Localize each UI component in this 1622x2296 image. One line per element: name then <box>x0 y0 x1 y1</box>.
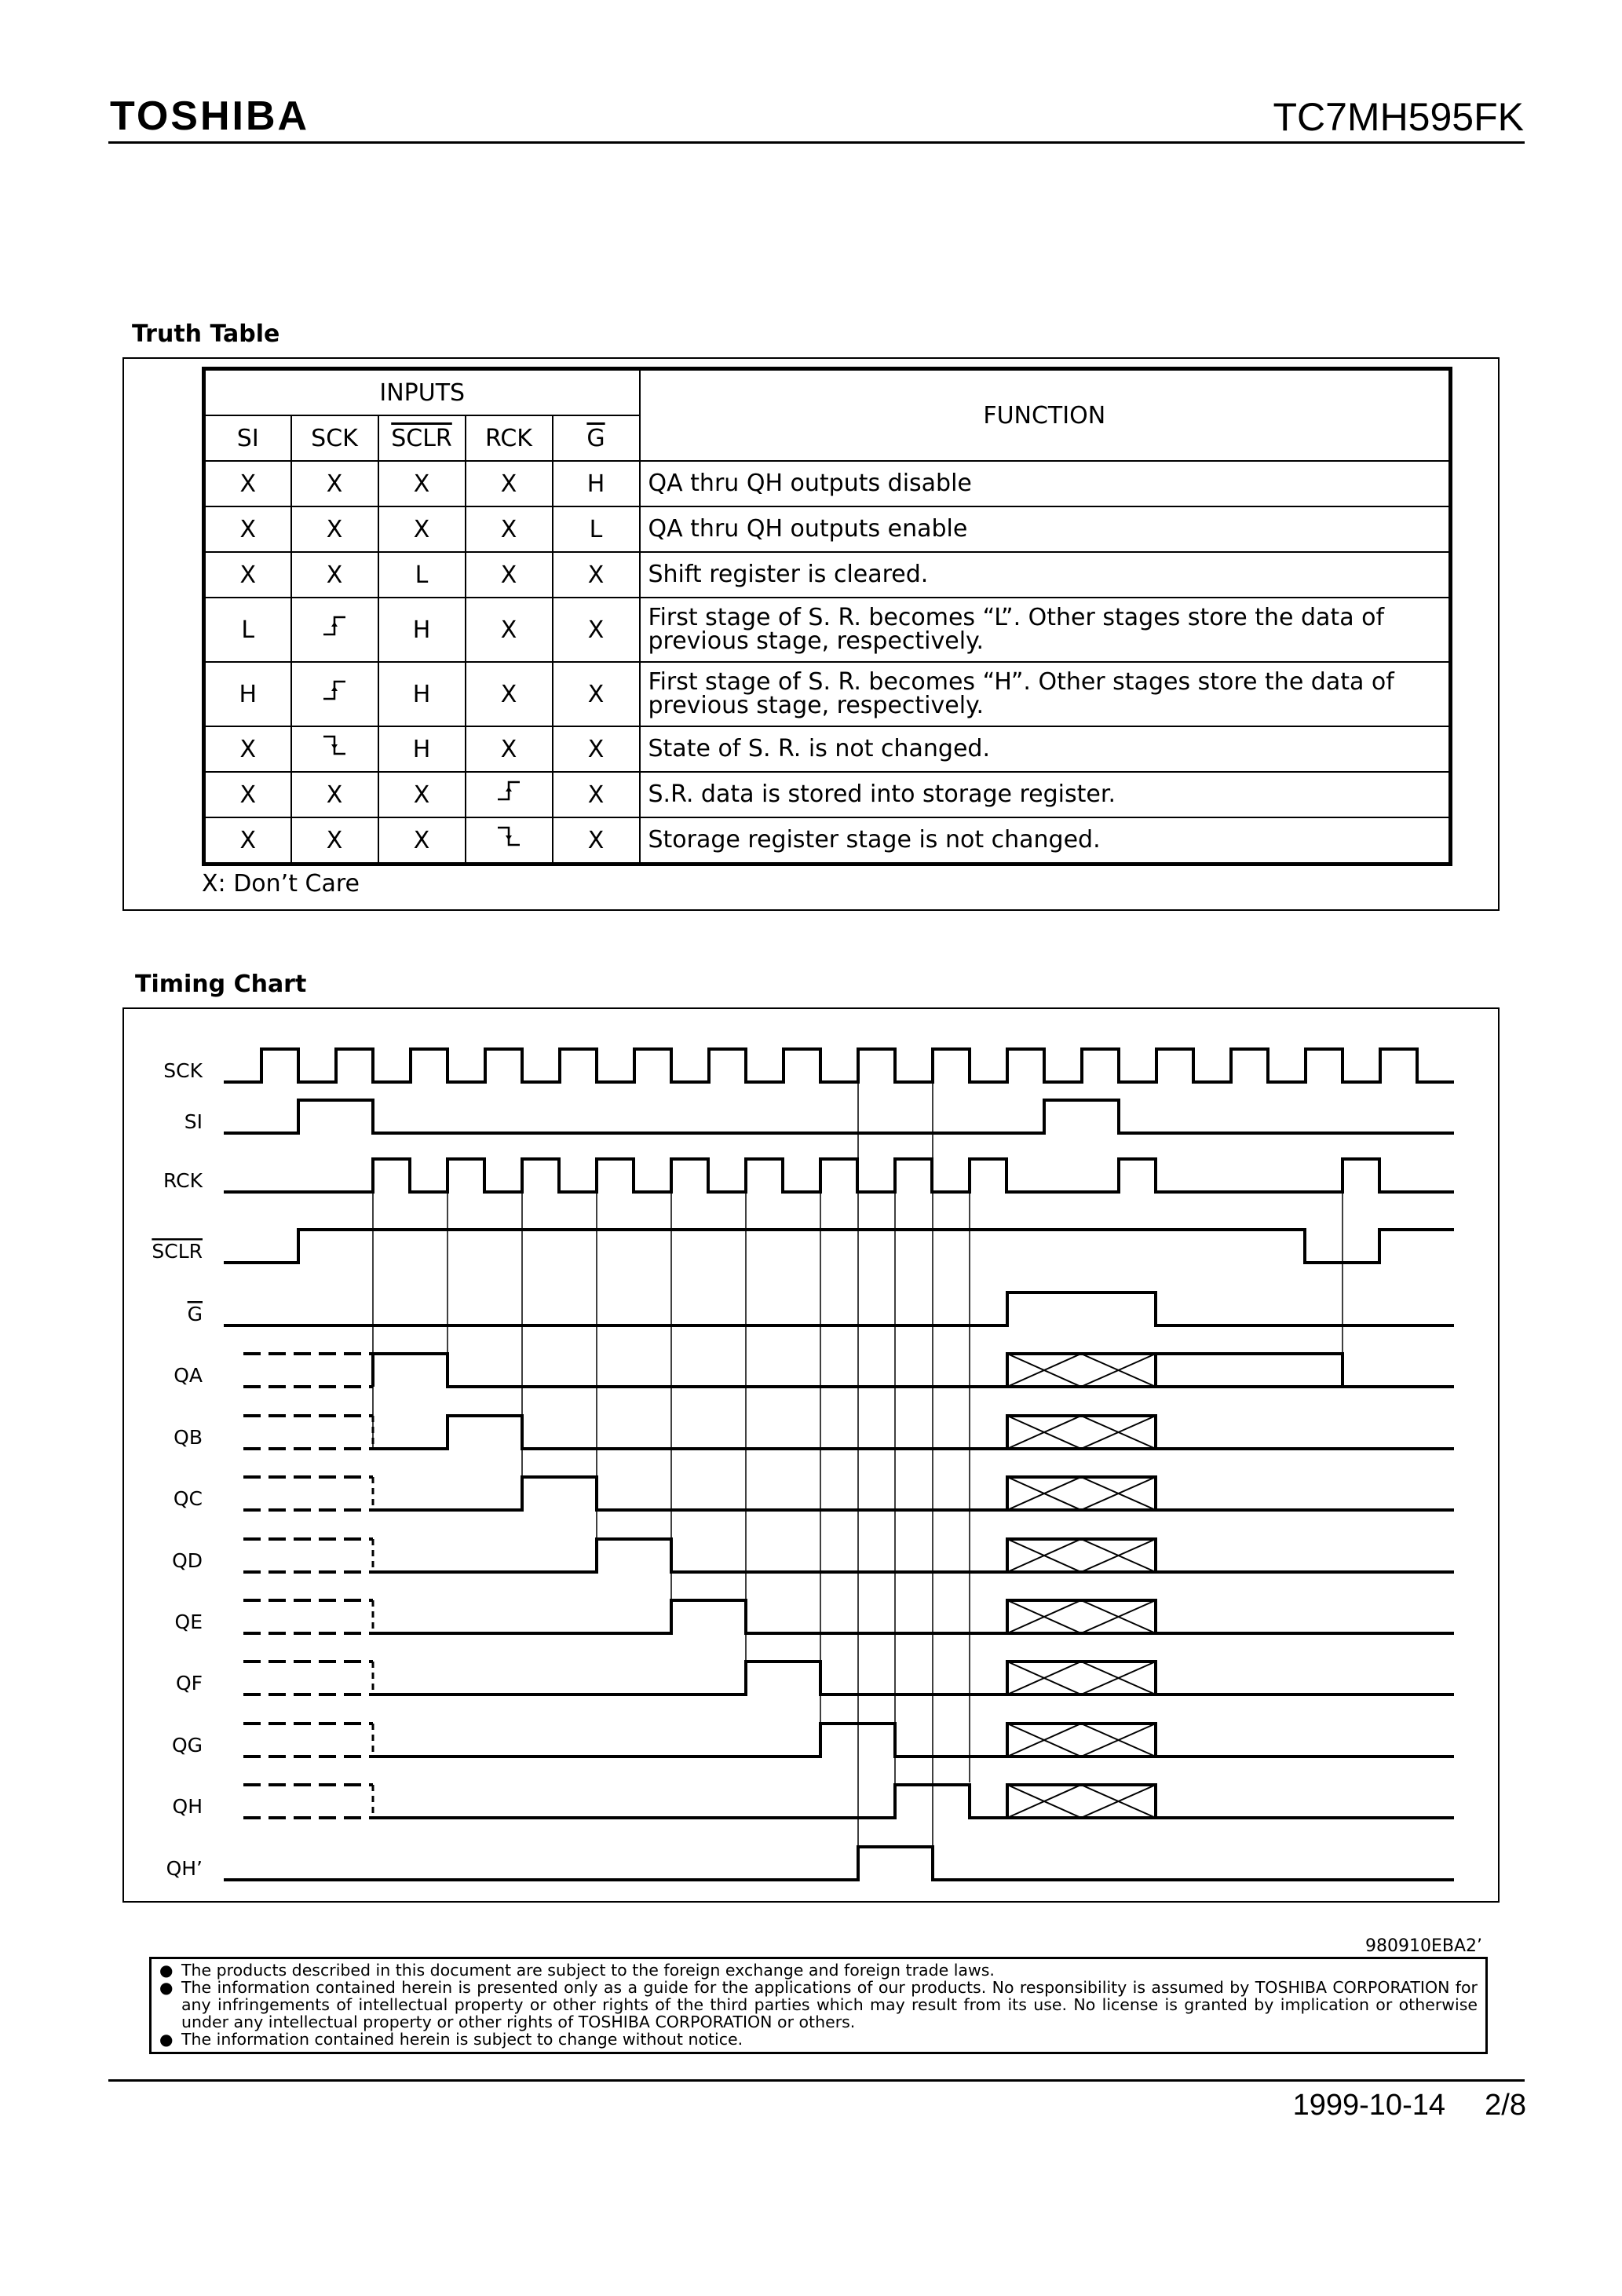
cell-sclr: L <box>378 552 466 598</box>
notice-text: The information contained herein is subject to change without notice. <box>181 2030 743 2049</box>
cell-si: L <box>204 598 291 662</box>
truth-table-body <box>204 461 1451 865</box>
header-rule <box>108 141 1525 144</box>
cell-function: First stage of S. R. becomes “L”. Other stages store the data of previous stage, respectively. <box>640 598 1451 662</box>
bullet-icon: ● <box>159 2030 174 2049</box>
cell-sclr: H <box>378 662 466 726</box>
bullet-icon: ● <box>159 1961 174 1980</box>
falling-edge-icon <box>322 735 347 757</box>
rising-edge-icon <box>496 781 521 803</box>
signal-label-qb: QB <box>174 1426 203 1449</box>
cell-function: State of S. R. is not changed. <box>640 726 1451 772</box>
cell-sck: X <box>291 461 378 506</box>
cell-function: Shift register is cleared. <box>640 552 1451 598</box>
footer-rule <box>108 2079 1525 2082</box>
signal-label-qd: QD <box>172 1549 203 1572</box>
cell-rck <box>466 772 553 817</box>
cell-rck: X <box>466 461 553 506</box>
signal-label-si: SI <box>184 1110 203 1133</box>
table-row <box>204 817 1451 865</box>
notice-item <box>159 1961 1478 1979</box>
cell-si: X <box>204 772 291 817</box>
cell-si: X <box>204 506 291 552</box>
signal-label-qc: QC <box>173 1487 203 1510</box>
signal-label-qf: QF <box>175 1672 203 1695</box>
rising-edge-icon <box>322 680 347 702</box>
cell-function: First stage of S. R. becomes “H”. Other stages store the data of previous stage, respectively. <box>640 662 1451 726</box>
cell-sck <box>291 726 378 772</box>
table-row <box>204 598 1451 662</box>
dont-care-note: X: Don’t Care <box>202 870 360 898</box>
cell-si: H <box>204 662 291 726</box>
signal-label-qhp: QH’ <box>166 1857 203 1880</box>
table-row <box>204 772 1451 817</box>
signal-label-sck: SCK <box>163 1059 203 1082</box>
timing-chart-panel <box>122 1007 1500 1903</box>
part-number: TC7MH595FK <box>1273 95 1524 139</box>
notice-item <box>159 1979 1478 2031</box>
signal-label-sclr: SCLR <box>152 1240 203 1263</box>
signal-label-g: G <box>187 1303 203 1325</box>
col-si: SI <box>204 415 291 461</box>
cell-g: X <box>553 726 640 772</box>
signal-label-qa: QA <box>174 1364 203 1387</box>
legal-notice-box <box>149 1957 1488 2054</box>
cell-rck: X <box>466 506 553 552</box>
cell-sck <box>291 598 378 662</box>
cell-sclr: H <box>378 598 466 662</box>
cell-g: H <box>553 461 640 506</box>
cell-rck: X <box>466 726 553 772</box>
issue-date: 1999-10-14 <box>1292 2089 1445 2122</box>
page-number: 2/8 <box>1485 2089 1526 2122</box>
cell-g: X <box>553 772 640 817</box>
table-row <box>204 506 1451 552</box>
cell-g: X <box>553 552 640 598</box>
notice-item <box>159 2031 1478 2048</box>
cell-g: X <box>553 662 640 726</box>
cell-sclr: H <box>378 726 466 772</box>
notice-text: The information contained herein is presented only as a guide for the applications of our products. No responsibility is assumed by TOSHIBA CORPORATION for any infringements of intellectual property or other rights of the third parties which may result from its use. No license is granted by implication or otherwise under any intellectual property or other rights of TOSHIBA CORPORATION or others. <box>181 1978 1478 2031</box>
inputs-header: INPUTS <box>204 369 640 416</box>
signal-label-qg: QG <box>171 1734 203 1757</box>
signal-label-qe: QE <box>174 1610 203 1633</box>
timing-chart-title: Timing Chart <box>135 971 307 998</box>
cell-function: QA thru QH outputs enable <box>640 506 1451 552</box>
cell-rck: X <box>466 598 553 662</box>
cell-sck: X <box>291 506 378 552</box>
brand-logo: TOSHIBA <box>110 93 310 139</box>
cell-g: X <box>553 817 640 865</box>
cell-si: X <box>204 726 291 772</box>
cell-sclr: X <box>378 506 466 552</box>
signal-label-rck: RCK <box>163 1169 203 1192</box>
cell-rck: X <box>466 662 553 726</box>
col-sclr: SCLR <box>378 415 466 461</box>
cell-g: X <box>553 598 640 662</box>
rising-edge-icon <box>322 616 347 638</box>
cell-rck: X <box>466 552 553 598</box>
cell-function: Storage register stage is not changed. <box>640 817 1451 865</box>
cell-sclr: X <box>378 817 466 865</box>
table-row <box>204 552 1451 598</box>
truth-table-title: Truth Table <box>132 320 280 348</box>
col-sck: SCK <box>291 415 378 461</box>
table-row <box>204 726 1451 772</box>
cell-g: L <box>553 506 640 552</box>
col-rck: RCK <box>466 415 553 461</box>
signal-label-qh: QH <box>172 1795 203 1818</box>
cell-function: QA thru QH outputs disable <box>640 461 1451 506</box>
cell-rck <box>466 817 553 865</box>
cell-si: X <box>204 817 291 865</box>
cell-sck <box>291 662 378 726</box>
table-row <box>204 461 1451 506</box>
col-g: $\overline{G}$ <box>553 415 640 461</box>
cell-si: X <box>204 461 291 506</box>
truth-table <box>202 367 1452 866</box>
bullet-icon: ● <box>159 1978 174 1997</box>
notice-text: The products described in this document are subject to the foreign exchange and foreign trade laws. <box>181 1961 995 1980</box>
cell-sck: X <box>291 772 378 817</box>
cell-si: X <box>204 552 291 598</box>
cell-sck: X <box>291 552 378 598</box>
falling-edge-icon <box>496 826 521 848</box>
table-row <box>204 662 1451 726</box>
cell-function: S.R. data is stored into storage register. <box>640 772 1451 817</box>
function-header: FUNCTION <box>640 369 1451 462</box>
cell-sck: X <box>291 817 378 865</box>
cell-sclr: X <box>378 772 466 817</box>
document-id: 980910EBA2’ <box>1364 1936 1482 1956</box>
cell-sclr: X <box>378 461 466 506</box>
